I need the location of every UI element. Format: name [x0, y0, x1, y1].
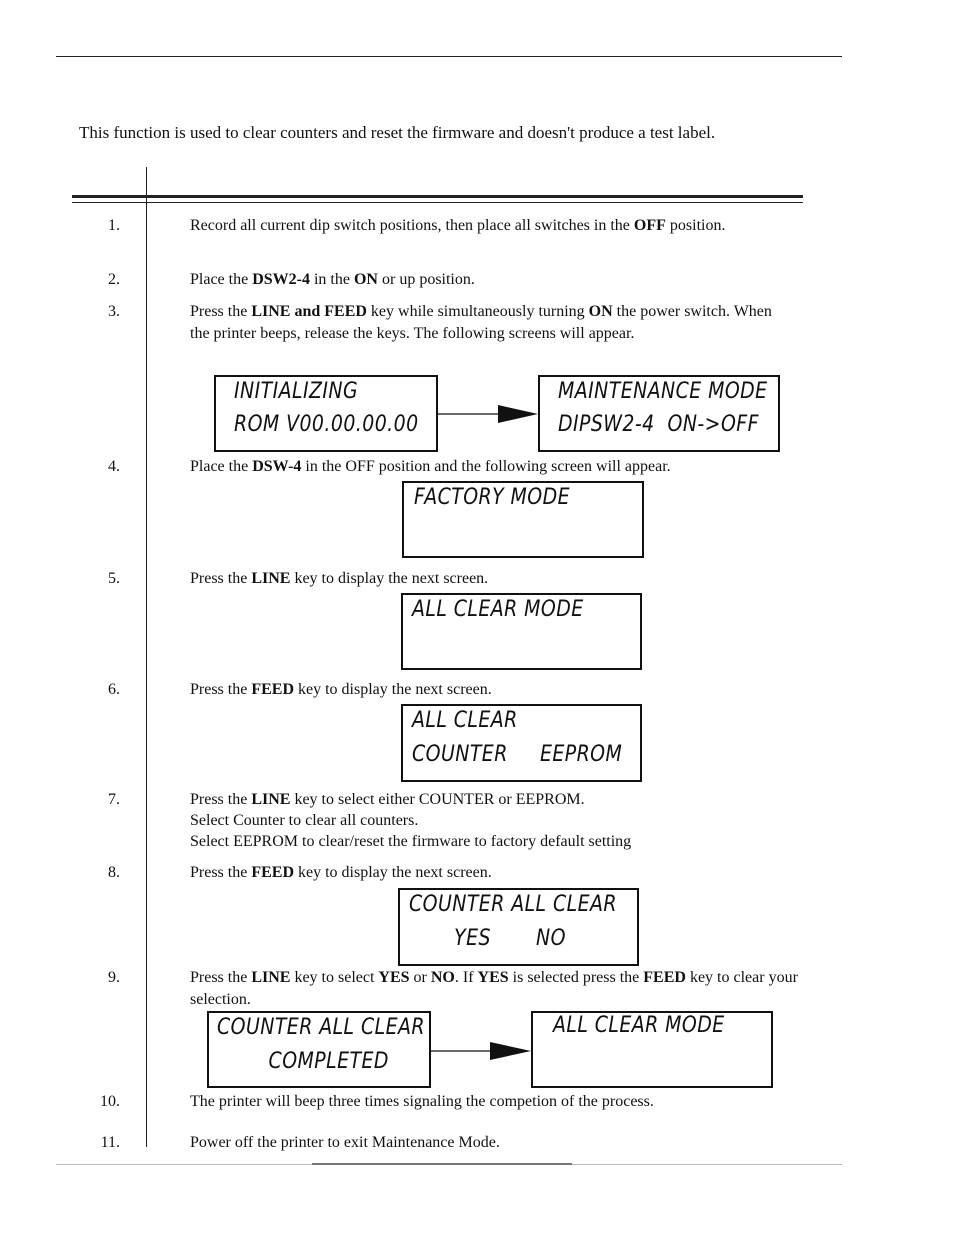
step-number: 5. — [108, 570, 120, 587]
lcd-line-2: ROM V00.00.00.00 — [234, 412, 419, 437]
lcd-line-1: COUNTER ALL CLEAR — [409, 892, 617, 917]
step-text: Record all current dip switch positions, then place all switches in the OFF position. — [190, 217, 726, 234]
step-text: Power off the printer to exit Maintenance Mode. — [190, 1134, 500, 1151]
step-number: 4. — [108, 458, 120, 475]
lcd-line-2: COUNTER EEPROM — [412, 742, 623, 767]
step-text: Press the FEED key to display the next screen. — [190, 864, 492, 881]
step-number: 11. — [100, 1134, 120, 1151]
lcd-line-1: ALL CLEAR — [412, 708, 518, 733]
step-number: 3. — [108, 303, 120, 320]
step-number: 8. — [108, 864, 120, 881]
lcd-line-1: ALL CLEAR MODE — [553, 1013, 725, 1038]
step-text: Place the DSW2-4 in the ON or up position. — [190, 271, 475, 288]
step-number: 1. — [108, 217, 120, 234]
step-text: Press the LINE key to display the next screen. — [190, 570, 489, 587]
lcd-line-1: FACTORY MODE — [414, 485, 570, 510]
step-number: 10. — [100, 1093, 120, 1110]
lcd-line-1: MAINTENANCE MODE — [558, 379, 768, 404]
step-number: 6. — [108, 681, 120, 698]
lcd-line-2: DIPSW2-4 ON->OFF — [558, 412, 759, 437]
lcd-line-1: INITIALIZING — [234, 379, 359, 404]
step-number: 2. — [108, 271, 120, 288]
step-text: Press the LINE and FEED key while simultaneously turning ON the power switch. When the printer beeps, release the keys. The following screens will appear. — [190, 303, 772, 342]
intro-paragraph: This function is used to clear counters and reset the firmware and doesn't produce a test label. — [79, 123, 716, 142]
step-text: Press the LINE key to select either COUNTER or EEPROM. Select Counter to clear all counters. Select EEPROM to clear/reset the firmware to factory default setting — [190, 791, 632, 850]
arrow-right-icon — [438, 405, 538, 423]
lcd-line-1: COUNTER ALL CLEAR — [217, 1015, 425, 1040]
lcd-line-2: YES NO — [409, 926, 566, 951]
arrow-right-icon — [431, 1042, 531, 1060]
lcd-line-1: ALL CLEAR MODE — [412, 597, 584, 622]
step-text: Press the FEED key to display the next screen. — [190, 681, 492, 698]
step-number: 7. — [108, 791, 120, 808]
step-text: Place the DSW-4 in the OFF position and the following screen will appear. — [190, 458, 671, 475]
step-text: The printer will beep three times signaling the competion of the process. — [190, 1093, 654, 1110]
step-number: 9. — [108, 969, 120, 986]
lcd-line-2: COMPLETED — [217, 1049, 389, 1074]
step-text: Press the LINE key to select YES or NO. If YES is selected press the FEED key to clear your selection. — [190, 969, 798, 1008]
